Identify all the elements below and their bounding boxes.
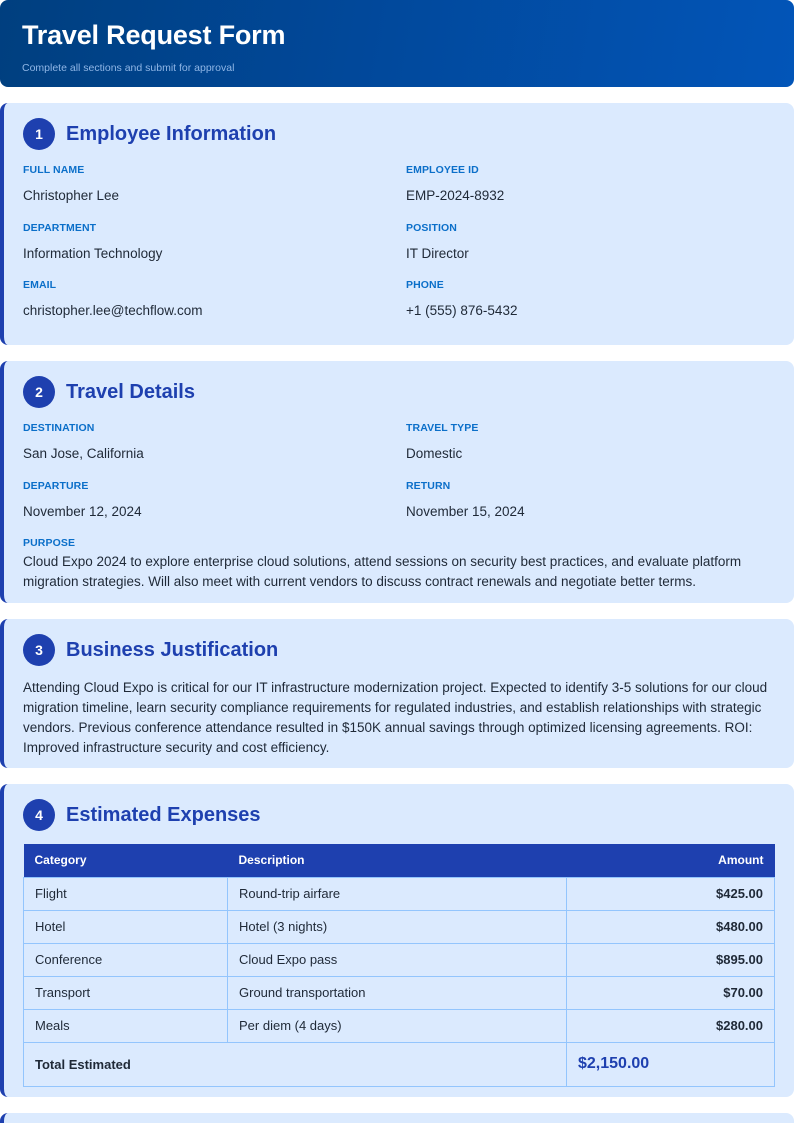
field-destination — [23, 421, 406, 479]
field-full-name — [23, 163, 406, 221]
section-business-justification — [0, 619, 794, 768]
field-label: EMPLOYEE ID — [406, 164, 479, 176]
field-departure — [23, 479, 406, 537]
cell-amount: $280.00 — [567, 1009, 775, 1042]
field-value: San Jose, California — [23, 446, 144, 461]
cell-description: Cloud Expo pass — [228, 943, 567, 976]
field-email — [23, 278, 406, 336]
field-value: November 15, 2024 — [406, 503, 525, 519]
field-label: PURPOSE — [23, 537, 76, 549]
field-label: PHONE — [406, 279, 444, 291]
section-number-badge: 2 — [23, 376, 55, 408]
field-value: christopher.lee@techflow.com — [23, 303, 203, 318]
field-label: EMAIL — [23, 279, 57, 291]
cell-amount: $895.00 — [567, 943, 775, 976]
cell-category: Transport — [24, 976, 228, 1009]
section-employee-information — [0, 103, 794, 345]
cell-amount: $425.00 — [567, 877, 775, 910]
column-header-amount: Amount — [567, 844, 775, 877]
field-label: DESTINATION — [23, 422, 95, 434]
cell-description: Ground transportation — [228, 976, 567, 1009]
field-value: Domestic — [406, 446, 463, 461]
total-label: Total Estimated — [24, 1042, 567, 1086]
field-value: EMP-2024-8932 — [406, 188, 505, 203]
column-header-description: Description — [228, 844, 567, 877]
field-travel-type — [406, 421, 774, 479]
table-row — [24, 943, 775, 976]
form-header — [0, 0, 794, 87]
cell-category: Conference — [24, 943, 228, 976]
field-value: IT Director — [406, 245, 469, 261]
field-value: +1 (555) 876-5432 — [406, 303, 518, 318]
field-purpose — [23, 536, 774, 592]
field-label: DEPARTURE — [23, 479, 89, 492]
field-label: DEPARTMENT — [23, 221, 97, 234]
section-title: Estimated Expenses — [66, 803, 261, 826]
justification-text: Attending Cloud Expo is critical for our IT infrastructure modernization project. Expected to identify 3-5 solutions for our cloud migration timeline, learn security compliance requirements for regulated industries, and establish relationships with strategic vendors. Previous conference attendance resulted in $150K annual savings through optimized licensing agreements. ROI: Improved infrastructure security and cost efficiency. — [23, 680, 768, 755]
field-employee-id — [406, 163, 774, 221]
total-row — [24, 1042, 775, 1086]
column-header-category: Category — [24, 844, 228, 877]
section-number-badge: 4 — [23, 799, 55, 831]
field-label: POSITION — [406, 221, 457, 234]
section-next-partial — [0, 1113, 794, 1123]
cell-category: Meals — [24, 1009, 228, 1042]
cell-amount: $480.00 — [567, 910, 775, 943]
expenses-table — [23, 844, 775, 1087]
table-row — [24, 1009, 775, 1042]
table-row — [24, 910, 775, 943]
table-row — [24, 877, 775, 910]
cell-description: Round-trip airfare — [228, 877, 567, 910]
cell-category: Flight — [24, 877, 228, 910]
field-label: TRAVEL TYPE — [406, 422, 479, 434]
table-header-row — [24, 844, 775, 877]
field-return — [406, 479, 774, 537]
section-title: Travel Details — [66, 380, 195, 403]
field-label: FULL NAME — [23, 164, 85, 176]
section-title: Employee Information — [66, 122, 277, 145]
section-title: Business Justification — [66, 638, 279, 661]
cell-category: Hotel — [24, 910, 228, 943]
section-estimated-expenses — [0, 784, 794, 1097]
field-value: November 12, 2024 — [23, 503, 142, 519]
total-value: $2,150.00 — [567, 1042, 775, 1086]
field-position — [406, 221, 774, 279]
page-title: Travel Request Form — [22, 20, 286, 50]
section-number-badge: 1 — [23, 118, 55, 150]
table-row — [24, 976, 775, 1009]
field-value: Christopher Lee — [23, 188, 120, 203]
field-value: Information Technology — [23, 245, 163, 261]
field-phone — [406, 278, 774, 336]
cell-description: Hotel (3 nights) — [228, 910, 567, 943]
field-label: RETURN — [406, 479, 451, 492]
section-number-badge: 3 — [23, 634, 55, 666]
section-travel-details — [0, 361, 794, 603]
field-department — [23, 221, 406, 279]
cell-amount: $70.00 — [567, 976, 775, 1009]
cell-description: Per diem (4 days) — [228, 1009, 567, 1042]
field-value: Cloud Expo 2024 to explore enterprise cloud solutions, attend sessions on security best practices, and evaluate platform migration strategies. Will also meet with current vendors to discuss contract renewals and negotiate better terms. — [23, 554, 742, 589]
page-subtitle: Complete all sections and submit for approval — [22, 62, 235, 74]
